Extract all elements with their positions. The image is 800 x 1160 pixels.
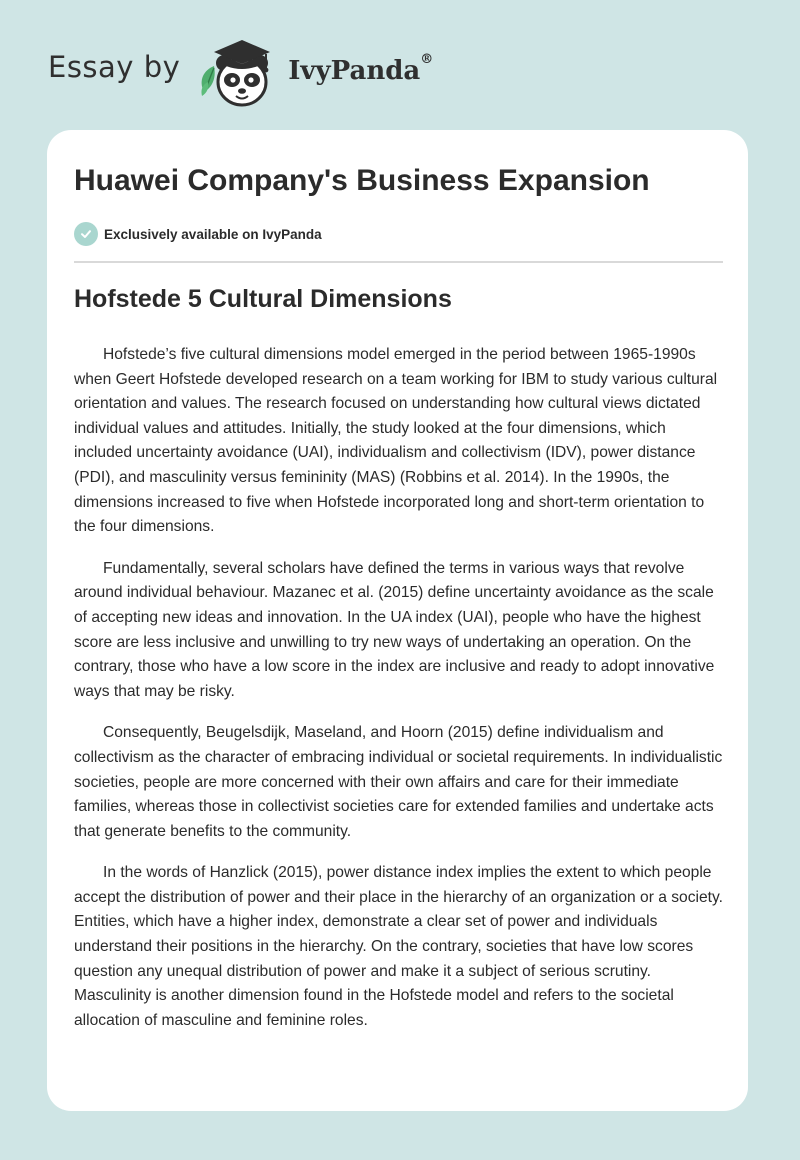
leaf-icon [202, 66, 215, 96]
exclusive-badge [74, 222, 322, 246]
section-heading: Hofstede 5 Cultural Dimensions [74, 285, 452, 313]
article-title: Huawei Company's Business Expansion [74, 164, 650, 197]
paragraph-4: In the words of Hanzlick (2015), power distance index implies the extent to which people accept the distribution of power and their place in the hierarchy of an organization or a society. Entities, which have a higher index, demonstrate a clear set of power and individuals understand their positions in the hierarchy. On the contrary, societies that have low scores question any unequal distribution of power and make it a subject of serious scrutiny. Masculinity is another dimension found in the Hofstede model and refers to the societal allocation of masculine and feminine roles. [74, 864, 723, 1029]
article-body [74, 343, 728, 1050]
paragraph-1: Hofstede’s five cultural dimensions model emerged in the period between 1965-1990s when Geert Hofstede developed research on a team working for IBM to study various cultural orientation and values. The research focused on understanding how cultural views dictated individual values and attitudes. Initially, the study looked at the four dimensions, which included uncertainty avoidance (UAI), individualism and collectivism (IDV), power distance (PDI), and masculinity versus femininity (MAS) (Robbins et al. 2014). In the 1990s, the dimensions increased to five when Hofstede incorporated long and short-term orientation to the four dimensions. [74, 346, 718, 536]
site-header [48, 30, 433, 110]
article-card [47, 130, 748, 1111]
paragraph-2: Fundamentally, several scholars have defined the terms in various ways that revolve around individual behaviour. Mazanec et al. (2015) define uncertainty avoidance as the scale of accepting new ideas and innovation. In the UA index (UAI), people who have the highest score are less inclusive and unwilling to try new ways of undertaking an operation. On the contrary, those who have a low score in the index are inclusive and ready to adopt innovative ways that may be risky. [74, 559, 715, 700]
checkmark-icon [79, 227, 93, 241]
registered-mark: ® [420, 52, 434, 67]
essay-by-label: Essay by [48, 50, 181, 84]
check-circle-icon [74, 222, 98, 246]
title-divider [74, 261, 723, 263]
panda-logo-icon [194, 30, 280, 110]
brand-name-text: IvyPanda [288, 56, 421, 86]
paragraph-3: Consequently, Beugelsdijk, Maseland, and Hoorn (2015) define individualism and collectivism as the character of embracing individual or societal requirements. In individualistic societies, people are more concerned with their own affairs and care for their immediate families, whereas those in collectivist societies care for extended families and undertake acts that generate benefits to the community. [74, 724, 723, 840]
exclusive-badge-text: Exclusively available on IvyPanda [104, 226, 322, 242]
brand-name [288, 52, 434, 86]
